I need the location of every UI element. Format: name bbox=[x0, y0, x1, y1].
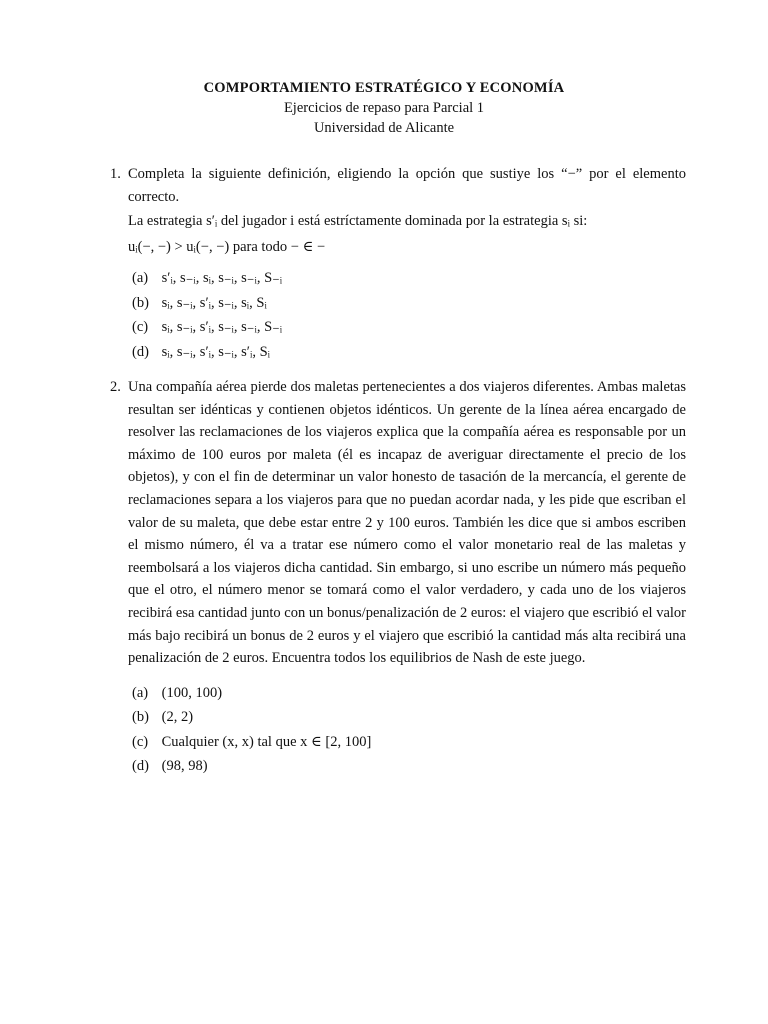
document-header bbox=[0, 78, 768, 138]
option-label: (a) bbox=[132, 270, 149, 287]
option-label: (c) bbox=[132, 733, 149, 750]
option-text: s′ᵢ, s₋ᵢ, sᵢ, s₋ᵢ, s₋ᵢ, S₋ᵢ bbox=[161, 270, 283, 287]
option-d[interactable] bbox=[132, 754, 686, 779]
question-prompt: Una compañía aérea pierde dos maletas pertenecientes a dos viajeros diferentes. Ambas maletas resultan ser idénticas y contienen objetos idénticos. Un gerente de la línea aérea encargado de resolver las reclamaciones de los viajeros explica que la compañía aérea es responsable por un máximo de 100 euros por maleta (él es incapaz de averiguar directamente el precio de los objetos), y con el fin de determinar un valor honesto de tasación de la mercancía, el gerente de reclamaciones separa a los viajeros para que no puedan acordar nada, y les pide que escriban el valor de su maleta, que debe estar entre 2 y 100 euros. También les dice que si ambos escriben el mismo número, él va a tratar ese número como el valor monetario real de las maletas y reembolsará a los viajeros dicha cantidad. Sin embargo, si uno escribe un número más pequeño que el otro, el número menor se tomará como el valor verdadero, y cada uno de los viajeros recibirá esa cantidad junto con un bonus/penalización de 2 euros: el viajero que escribió el valor más bajo recibirá un bonus de 2 euros y el viajero que escribió la cantidad más alta recibirá una penalización de 2 euros. Encuentra todos los equilibrios de Nash de este juego. bbox=[128, 379, 686, 667]
question-number: 2. bbox=[110, 379, 121, 395]
option-d[interactable] bbox=[132, 340, 686, 365]
option-a[interactable] bbox=[132, 266, 686, 291]
option-label: (c) bbox=[132, 319, 149, 336]
option-label: (d) bbox=[132, 758, 149, 775]
option-label: (b) bbox=[132, 294, 149, 311]
question-2 bbox=[110, 376, 686, 779]
question-prompt: Completa la siguiente definición, eligiendo la opción que sustiye los “−” por el elemento correcto. bbox=[128, 166, 686, 205]
option-label: (d) bbox=[132, 343, 149, 360]
option-text: (98, 98) bbox=[161, 758, 208, 775]
question-number: 1. bbox=[110, 166, 121, 182]
option-text: Cualquier (x, x) tal que x ∈ [2, 100] bbox=[161, 733, 372, 750]
option-label: (a) bbox=[132, 684, 149, 701]
option-c[interactable] bbox=[132, 315, 686, 340]
option-label: (b) bbox=[132, 709, 149, 726]
option-text: sᵢ, s₋ᵢ, s′ᵢ, s₋ᵢ, s₋ᵢ, S₋ᵢ bbox=[161, 319, 283, 336]
option-b[interactable] bbox=[132, 291, 686, 316]
option-a[interactable] bbox=[132, 681, 686, 706]
document-title: COMPORTAMIENTO ESTRATÉGICO Y ECONOMÍA bbox=[203, 80, 565, 96]
question-definition: La estrategia s′ᵢ del jugador i está estríctamente dominada por la estrategia sᵢ si: bbox=[128, 213, 588, 230]
option-b[interactable] bbox=[132, 705, 686, 730]
option-text: (100, 100) bbox=[161, 684, 223, 701]
question-1 bbox=[110, 163, 686, 364]
institution-name: Universidad de Alicante bbox=[313, 120, 455, 136]
option-text: (2, 2) bbox=[161, 709, 194, 726]
option-text: sᵢ, s₋ᵢ, s′ᵢ, s₋ᵢ, sᵢ, Sᵢ bbox=[161, 294, 267, 311]
document-subtitle: Ejercicios de repaso para Parcial 1 bbox=[283, 100, 485, 116]
option-text: sᵢ, s₋ᵢ, s′ᵢ, s₋ᵢ, s′ᵢ, Sᵢ bbox=[161, 343, 271, 360]
question-formula: uᵢ(−, −) > uᵢ(−, −) para todo − ∈ − bbox=[128, 239, 326, 256]
options-list bbox=[132, 681, 686, 779]
options-list bbox=[132, 266, 686, 364]
option-c[interactable] bbox=[132, 730, 686, 755]
